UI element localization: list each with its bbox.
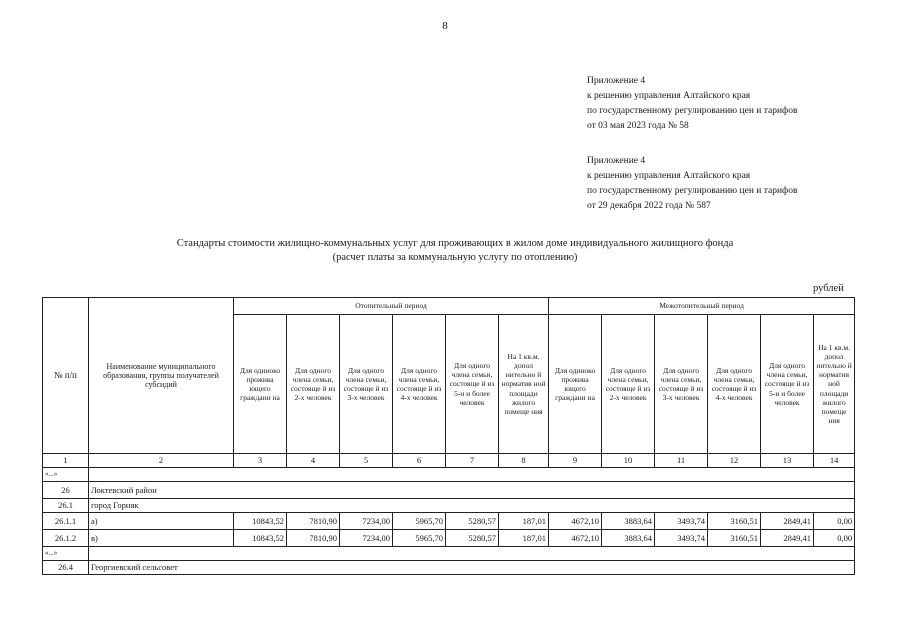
column-number: 13 — [761, 454, 814, 468]
appendix-line: к решению управления Алтайского края — [587, 91, 751, 101]
appendix-block-previous — [587, 154, 797, 214]
column-number: 14 — [814, 454, 855, 468]
row-value: 3160,51 — [708, 513, 761, 530]
column-number: 10 — [602, 454, 655, 468]
row-value: 4672,10 — [549, 530, 602, 547]
row-value: 187,01 — [499, 530, 549, 547]
column-number: 8 — [499, 454, 549, 468]
subheader-per-sqm: На 1 кв.м. допол нительно й норматив ной площади жилого помеще ния — [814, 315, 855, 454]
title-line-1: Стандарты стоимости жилищно-коммунальных услуг для проживающих в жилом доме индивидуального жилищного фонда — [176, 238, 734, 249]
page-number: 8 — [442, 20, 448, 32]
row-value: 0,00 — [814, 513, 855, 530]
title-line-2: (расчет платы за коммунальную услугу по отоплению) — [332, 252, 578, 263]
row-code: 26 — [43, 482, 89, 499]
table-row — [43, 561, 855, 575]
row-value: 2849,41 — [761, 530, 814, 547]
row-name: в) — [89, 530, 234, 547]
column-number: 5 — [340, 454, 393, 468]
column-number-row — [43, 454, 855, 468]
row-code: 26.1.1 — [43, 513, 89, 530]
subheader-single: Для одиноко прожива ющего граждани на — [549, 315, 602, 454]
row-name: город Горняк — [89, 499, 855, 513]
row-value: 10843,52 — [234, 530, 287, 547]
appendix-line: Приложение 4 — [587, 76, 646, 86]
row-code: 26.4 — [43, 561, 89, 575]
appendix-line: по государственному регулированию цен и тарифов — [587, 186, 798, 196]
document-title — [0, 237, 905, 265]
column-number: 6 — [393, 454, 446, 468]
row-name — [89, 547, 855, 561]
row-value: 7234,00 — [340, 530, 393, 547]
row-code: «...» — [43, 547, 89, 561]
row-code: «...» — [43, 468, 89, 482]
row-value: 3160,51 — [708, 530, 761, 547]
table-body — [43, 468, 855, 575]
header-interheating-period: Межотопительный период — [549, 298, 855, 315]
subheader-per-sqm: На 1 кв.м. допол нительно й норматив ной площади жилого помеще ния — [499, 315, 549, 454]
table-row — [43, 530, 855, 547]
table-row — [43, 513, 855, 530]
column-number: 12 — [708, 454, 761, 468]
row-value: 3493,74 — [655, 530, 708, 547]
row-value: 5965,70 — [393, 530, 446, 547]
row-value: 5280,57 — [446, 530, 499, 547]
subheader-family-5: Для одного члена семьи, состояще й из 5-и и более человек — [761, 315, 814, 454]
table-row — [43, 482, 855, 499]
row-value: 7810,90 — [287, 513, 340, 530]
row-code: 26.1 — [43, 499, 89, 513]
subheader-family-4: Для одного члена семьи, состояще й из 4-х человек — [393, 315, 446, 454]
subheader-family-3: Для одного члена семьи, состояще й из 3-х человек — [655, 315, 708, 454]
row-code: 26.1.2 — [43, 530, 89, 547]
column-number: 4 — [287, 454, 340, 468]
tariff-table — [42, 297, 855, 575]
row-value: 187,01 — [499, 513, 549, 530]
subheader-family-3: Для одного члена семьи, состояще й из 3-х человек — [340, 315, 393, 454]
header-heating-period: Отопительный период — [234, 298, 549, 315]
row-value: 3883,64 — [602, 513, 655, 530]
appendix-line: от 29 декабря 2022 года № 587 — [587, 201, 711, 211]
row-value: 5965,70 — [393, 513, 446, 530]
subheader-family-5: Для одного члена семьи, состояще й из 5-и и более человек — [446, 315, 499, 454]
column-number: 1 — [43, 454, 89, 468]
column-number: 9 — [549, 454, 602, 468]
table-row — [43, 468, 855, 482]
units-label: рублей — [813, 283, 844, 294]
subheader-single: Для одиноко прожива ющего граждани на — [234, 315, 287, 454]
row-name: Георгиевский сельсовет — [89, 561, 855, 575]
column-number: 2 — [89, 454, 234, 468]
row-value: 2849,41 — [761, 513, 814, 530]
row-value: 3883,64 — [602, 530, 655, 547]
subheader-family-2: Для одного члена семьи, состояще й из 2-х человек — [602, 315, 655, 454]
column-number: 11 — [655, 454, 708, 468]
row-name — [89, 468, 855, 482]
appendix-line: от 03 мая 2023 года № 58 — [587, 121, 689, 131]
appendix-line: Приложение 4 — [587, 156, 646, 166]
column-number: 7 — [446, 454, 499, 468]
appendix-line: по государственному регулированию цен и тарифов — [587, 106, 798, 116]
row-value: 3493,74 — [655, 513, 708, 530]
row-name: а) — [89, 513, 234, 530]
column-number: 3 — [234, 454, 287, 468]
row-value: 0,00 — [814, 530, 855, 547]
table-row — [43, 547, 855, 561]
subheader-family-2: Для одного члена семьи, состояще й из 2-х человек — [287, 315, 340, 454]
appendix-block-current — [587, 74, 797, 134]
subheader-family-4: Для одного члена семьи, состояще й из 4-х человек — [708, 315, 761, 454]
header-num: № п/п — [43, 298, 89, 454]
appendix-line: к решению управления Алтайского края — [587, 171, 751, 181]
row-name: Локтевский район — [89, 482, 855, 499]
row-value: 5280,57 — [446, 513, 499, 530]
row-value: 7810,90 — [287, 530, 340, 547]
header-name: Наименование муниципального образования, группы получателей субсидий — [89, 298, 234, 454]
row-value: 4672,10 — [549, 513, 602, 530]
table-row — [43, 499, 855, 513]
row-value: 7234,00 — [340, 513, 393, 530]
row-value: 10843,52 — [234, 513, 287, 530]
